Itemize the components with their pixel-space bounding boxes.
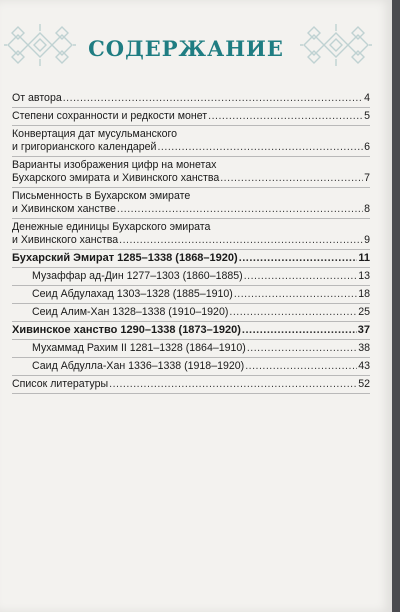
toc-entry-page: 52 [358,378,370,390]
toc-section-title: Бухарский Эмират 1285–1338 (1868–1920) [12,252,238,264]
toc-section-entry[interactable] [12,322,370,340]
toc-entry-page: 8 [364,203,370,215]
toc-entry-page: 43 [358,360,370,372]
toc-entry[interactable] [12,188,370,219]
toc-entry-title-cont: и Хивинского ханства [12,234,119,246]
toc-entry-title: Список литературы [12,378,109,390]
toc-entry[interactable] [12,219,370,250]
toc-entry-page: 9 [364,234,370,246]
toc-entry-page: 5 [364,110,370,122]
toc-entry-title: Музаффар ад-Дин 1277–1303 (1860–1885) [32,270,243,282]
toc-entry-page: 7 [364,172,370,184]
toc-subentry[interactable] [12,268,370,286]
toc-entry-page: 37 [357,324,370,336]
toc-entry-title-cont: Бухарского эмирата и Хивинского ханства [12,172,220,184]
page-title: СОДЕРЖАНИЕ [88,36,284,61]
toc-entry-page: 11 [358,252,370,264]
toc-entry-page: 38 [358,342,370,354]
toc-entry-page: 4 [364,92,370,104]
toc-entry-title: Денежные единицы Бухарского эмирата [12,221,211,233]
toc-entry-page: 13 [358,270,370,282]
toc-entry-title: От автора [12,92,62,104]
toc-entry-title: Письменность в Бухарском эмирате [12,190,191,202]
toc-entry-title-cont: и григорианского календарей [12,141,157,153]
toc-entry-title: Мухаммад Рахим II 1281–1328 (1864–1910) [32,342,246,354]
toc-entry[interactable] [12,90,370,108]
toc-section-entry[interactable] [12,250,370,268]
toc-entry-title: Сеид Абдулахад 1303–1328 (1885–1910) [32,288,233,300]
toc-entry-page: 6 [364,141,370,153]
toc-subentry[interactable] [12,358,370,376]
toc-subentry[interactable] [12,286,370,304]
toc-entry[interactable] [12,376,370,394]
toc-entry-title-cont: и Хивинском ханстве [12,203,116,215]
table-of-contents [12,90,370,394]
toc-entry-title: Саид Абдулла-Хан 1336–1338 (1918–1920) [32,360,245,372]
toc-entry[interactable] [12,157,370,188]
toc-entry-page: 25 [358,306,370,318]
toc-entry-title: Конвертация дат мусульманского [12,128,178,140]
toc-entry-title: Степени сохранности и редкости монет [12,110,208,122]
toc-subentry[interactable] [12,304,370,322]
toc-entry-title: Сеид Алим-Хан 1328–1338 (1910–1920) [32,306,229,318]
toc-entry-page: 18 [358,288,370,300]
toc-subentry[interactable] [12,340,370,358]
toc-entry[interactable] [12,108,370,126]
toc-section-title: Хивинское ханство 1290–1338 (1873–1920) [12,324,241,336]
toc-entry[interactable] [12,126,370,157]
toc-entry-title: Варианты изображения цифр на монетах [12,159,217,171]
